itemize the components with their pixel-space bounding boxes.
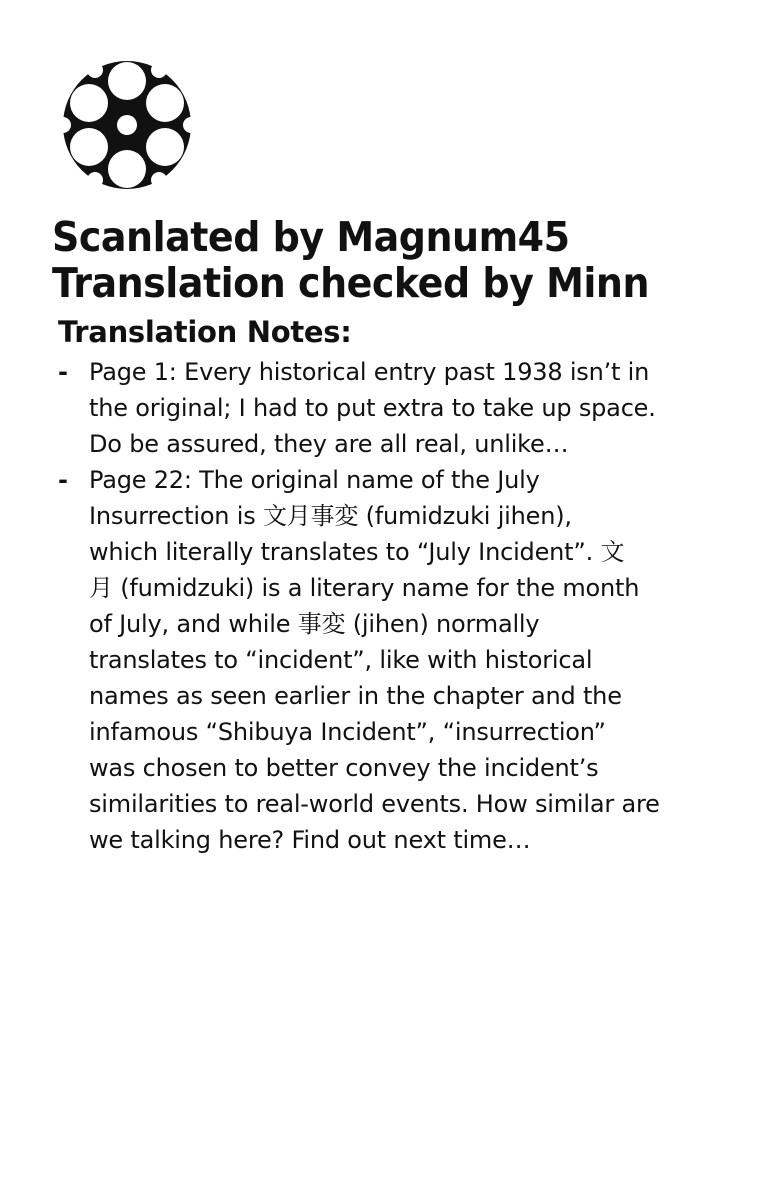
note-line: translates to “incident”, like with historical bbox=[89, 646, 593, 674]
note-line: Do be assured, they are all real, unlike… bbox=[89, 430, 569, 458]
note-line: similarities to real-world events. How similar are bbox=[89, 790, 660, 818]
note-line: was chosen to better convey the incident’s bbox=[89, 754, 599, 782]
note-line: of July, and while 事変 (jihen) normally bbox=[89, 610, 540, 638]
translation-notes-heading: Translation Notes: bbox=[58, 315, 352, 349]
note-line: which literally translates to “July Incident”. 文 bbox=[89, 538, 625, 566]
note-line: infamous “Shibuya Incident”, “insurrection” bbox=[89, 718, 606, 746]
note-item-page-22 bbox=[56, 462, 736, 858]
note-line: Page 1: Every historical entry past 1938 isn’t in bbox=[89, 358, 650, 386]
note-line: the original; I had to put extra to take up space. bbox=[89, 394, 656, 422]
translation-notes-list bbox=[56, 354, 736, 858]
note-line: names as seen earlier in the chapter and the bbox=[89, 682, 622, 710]
note-line: Insurrection is 文月事変 (fumidzuki jihen), bbox=[89, 502, 572, 530]
bullet-dash: - bbox=[58, 358, 68, 386]
translation-checker-credit: Translation checked by Minn bbox=[52, 259, 650, 307]
note-item-page-1 bbox=[56, 354, 736, 462]
bullet-dash: - bbox=[58, 466, 68, 494]
credits-block bbox=[52, 212, 732, 307]
revolver-cylinder-icon bbox=[56, 52, 198, 198]
note-line: Page 22: The original name of the July bbox=[89, 466, 540, 494]
scanlator-credit: Scanlated by Magnum45 bbox=[52, 213, 570, 261]
note-line: we talking here? Find out next time… bbox=[89, 826, 531, 854]
note-line: 月 (fumidzuki) is a literary name for the month bbox=[89, 574, 640, 602]
